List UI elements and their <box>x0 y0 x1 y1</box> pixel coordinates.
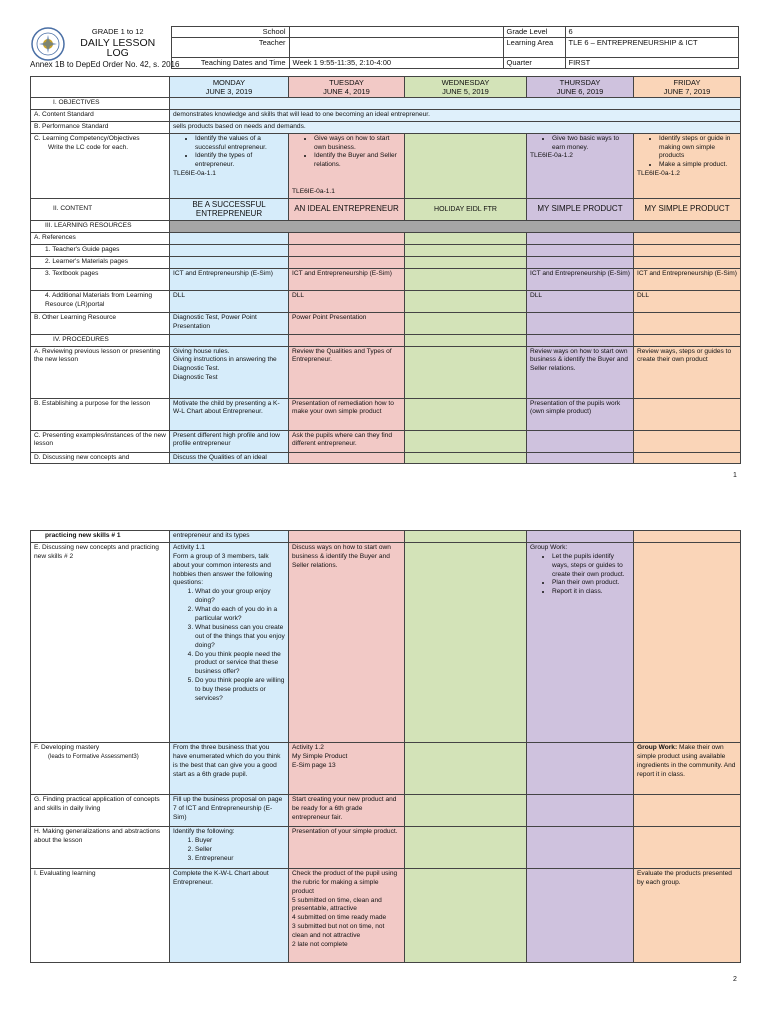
day-header-thursday: THURSDAY JUNE 6, 2019 <box>527 77 634 98</box>
proc-g-tuesday: Start creating your new product and be ready for a 6th grade entrepreneur fair. <box>289 794 405 826</box>
label-content-standard: A. Content Standard <box>31 109 170 121</box>
label-proc-i: I. Evaluating learning <box>31 868 170 962</box>
proc-b-thursday: Presentation of the pupils work (own simple product) <box>527 398 634 430</box>
proc-e-tuesday: Discuss ways on how to start own business & identify the Buyer and Seller relations. <box>289 542 405 742</box>
grade-label: GRADE 1 to 12 <box>91 26 144 36</box>
textbook-tuesday: ICT and Entrepreneurship (E-Sim) <box>289 268 405 290</box>
proc-a-monday: Giving house rules. Giving instructions in answering the Diagnostic Test. Diagnostic Test <box>170 346 289 398</box>
competency-thursday: • Give two basic ways to earn money. TLE6IE-0a-1.2 <box>527 133 634 198</box>
additional-tuesday: DLL <box>289 290 405 312</box>
content-wednesday: HOLIDAY EIDL FTR <box>405 199 527 221</box>
competency-tuesday: • Give ways on how to start own business. • Identify the Buyer and Seller relations. TLE6IE-0a-1.1 <box>289 133 405 198</box>
lesson-table-page1 <box>30 76 741 464</box>
content-standard-text: demonstrates knowledge and skills that will lead to one becoming an ideal entrepreneur. <box>170 109 741 121</box>
label-proc-h: H. Making generalizations and abstractions about the lesson <box>31 826 170 868</box>
proc-i-monday: Complete the K-W-L Chart about Entrepreneur. <box>170 868 289 962</box>
learning-area-label: Learning Area <box>503 38 565 58</box>
proc-f-friday: Group Work: Make their own simple product using available ingredients in the community. And report it in class. <box>634 742 741 794</box>
grade-level-value[interactable]: 6 <box>565 27 738 38</box>
label-other-resource: B. Other Learning Resource <box>31 312 170 334</box>
other-monday: Diagnostic Test, Power Point Presentation <box>170 312 289 334</box>
proc-f-monday: From the three business that you have enumerated which do you think is the best that can give you a good start as a 6th grade pupil. <box>170 742 289 794</box>
label-tg-pages: 1. Teacher's Guide pages <box>31 244 170 256</box>
grade-level-label: Grade Level <box>503 27 565 38</box>
label-proc-f: F. Developing mastery (leads to Formative Assessment3) <box>31 742 170 794</box>
day-header-wednesday: WEDNESDAY JUNE 5, 2019 <box>405 77 527 98</box>
day-header-friday: FRIDAY JUNE 7, 2019 <box>634 77 741 98</box>
day-header-monday: MONDAY JUNE 3, 2019 <box>170 77 289 98</box>
additional-friday: DLL <box>634 290 741 312</box>
proc-d-monday-part1: Discuss the Qualities of an ideal <box>170 452 289 464</box>
teacher-value[interactable] <box>289 38 503 58</box>
document-title: DAILY LESSON LOG <box>80 37 156 58</box>
quarter-label: Quarter <box>503 58 565 69</box>
label-proc-d-cont: practicing new skills # 1 <box>31 531 170 543</box>
content-friday: MY SIMPLE PRODUCT <box>634 199 741 221</box>
corner-cell <box>31 77 170 98</box>
proc-g-monday: Fill up the business proposal on page 7 of ICT and Entrepreneurship (E-Sim) <box>170 794 289 826</box>
school-label: School <box>171 27 289 38</box>
proc-h-monday: Identify the following: 1. Buyer 2. Seller 3. Entrepreneur <box>170 826 289 868</box>
learning-area-value[interactable]: TLE 6 – ENTREPRENEURSHIP & ICT <box>565 38 738 58</box>
proc-f-tuesday: Activity 1.2 My Simple Product E-Sim page 13 <box>289 742 405 794</box>
section-objectives: I. OBJECTIVES <box>31 98 170 110</box>
label-additional-materials: 4. Additional Materials from Learning Resource (LR)portal <box>31 290 170 312</box>
label-proc-g: G. Finding practical application of concepts and skills in daily living <box>31 794 170 826</box>
label-performance-standard: B. Performance Standard <box>31 121 170 133</box>
proc-e-monday: Activity 1.1 Form a group of 3 members, talk about your common interests and hobbies then answer the following questions: 1. What do your group enjoy doing? 2. What do each of you do in a particular work? 3. What business can you create out of the things that you enjoy doing? 4. Do you think people need the product or service that these business offer? 5. Do you think people are willing to buy these products or services? <box>170 542 289 742</box>
label-proc-e: E. Discussing new concepts and practicing new skills # 2 <box>31 542 170 742</box>
proc-c-tuesday: Ask the pupils where can they find different entrepreneur. <box>289 430 405 452</box>
proc-a-thursday: Review ways on how to start own business & identify the Buyer and Seller relations. <box>527 346 634 398</box>
dates-label: Teaching Dates and Time <box>171 58 289 69</box>
page-number-1: 1 <box>733 472 737 479</box>
performance-standard-text: sells products based on needs and demands. <box>170 121 741 133</box>
label-proc-d: D. Discussing new concepts and <box>31 452 170 464</box>
proc-c-monday: Present different high profile and low profile entrepreneur <box>170 430 289 452</box>
proc-h-tuesday: Presentation of your simple product. <box>289 826 405 868</box>
label-proc-a: A. Reviewing previous lesson or presenting the new lesson <box>31 346 170 398</box>
textbook-friday: ICT and Entrepreneurship (E-Sim) <box>634 268 741 290</box>
label-references: A. References <box>31 233 170 245</box>
other-tuesday: Power Point Presentation <box>289 312 405 334</box>
competency-friday: • Identify steps or guide in making own simple products • Make a simple product. TLE6IE-0a-1.2 <box>634 133 741 198</box>
label-proc-c: C. Presenting examples/instances of the new lesson <box>31 430 170 452</box>
section-content: II. CONTENT <box>31 199 170 221</box>
content-tuesday: AN IDEAL ENTREPRENEUR <box>289 199 405 221</box>
additional-monday: DLL <box>170 290 289 312</box>
quarter-value[interactable]: FIRST <box>565 58 738 69</box>
proc-e-thursday: Group Work: • Let the pupils identify ways, steps or guides to create their own product. • Plan their own product. • Report it in class. <box>527 542 634 742</box>
label-lm-pages: 2. Learner's Materials pages <box>31 256 170 268</box>
label-textbook-pages: 3. Textbook pages <box>31 268 170 290</box>
proc-b-monday: Motivate the child by presenting a K-W-L Chart about Entrepreneur. <box>170 398 289 430</box>
proc-d-monday-part2: entrepreneur and its types <box>170 531 289 543</box>
page-number-2: 2 <box>733 976 737 983</box>
content-thursday: MY SIMPLE PRODUCT <box>527 199 634 221</box>
textbook-thursday: ICT and Entrepreneurship (E-Sim) <box>527 268 634 290</box>
proc-a-friday: Review ways, steps or guides to create their own product <box>634 346 741 398</box>
dates-value[interactable]: Week 1 9:55-11:35, 2:10-4:00 <box>289 58 503 69</box>
competency-wednesday <box>405 133 527 198</box>
teacher-label: Teacher <box>171 38 289 58</box>
textbook-monday: ICT and Entrepreneurship (E-Sim) <box>170 268 289 290</box>
school-value[interactable] <box>289 27 503 38</box>
content-monday: BE A SUCCESSFUL ENTREPRENEUR <box>170 199 289 221</box>
label-proc-b: B. Establishing a purpose for the lesson <box>31 398 170 430</box>
label-competency: C. Learning Competency/Objectives Write the LC code for each. <box>31 133 170 198</box>
section-resources: III. LEARNING RESOURCES <box>31 221 170 233</box>
proc-b-tuesday: Presentation of remediation how to make your own simple product <box>289 398 405 430</box>
proc-i-tuesday: Check the product of the pupil using the rubric for making a simple product 5 submitted on time, clean and presentable, attractive 4 submitted on time ready made 3 submitted but not on time, not clean and not attractive 2 late not complete <box>289 868 405 962</box>
section-procedures: IV. PROCEDURES <box>31 334 170 346</box>
proc-a-tuesday: Review the Qualities and Types of Entrepreneur. <box>289 346 405 398</box>
competency-monday: • Identify the values of a successful entrepreneur. • Identify the types of entrepreneur. TLE6IE-0a-1.1 <box>170 133 289 198</box>
lesson-table-page2 <box>30 530 741 963</box>
annex-note: Annex 1B to DepEd Order No. 42, s. 2016 <box>30 60 180 69</box>
additional-thursday: DLL <box>527 290 634 312</box>
day-header-tuesday: TUESDAY JUNE 4, 2019 <box>289 77 405 98</box>
proc-i-friday: Evaluate the products presented by each group. <box>634 868 741 962</box>
